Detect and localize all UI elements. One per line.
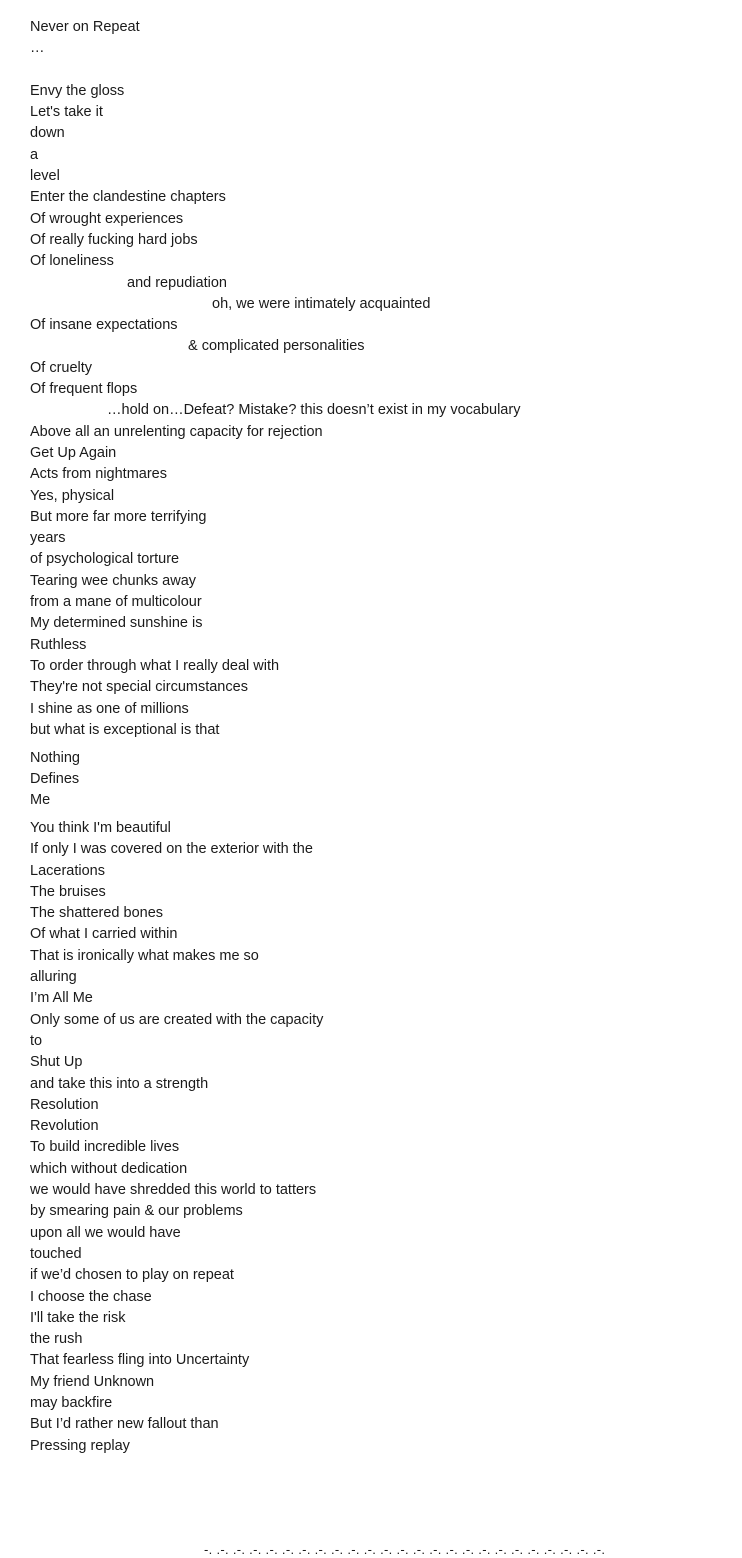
poem-line-indented: and repudiation <box>127 274 227 291</box>
poem-line: Envy the gloss <box>30 82 125 99</box>
poem-line: Lacerations <box>30 862 105 879</box>
poem-line: which without dedication <box>30 1160 188 1177</box>
poem-line: The shattered bones <box>30 905 164 922</box>
poem-line-indented: oh, we were intimately acquainted <box>212 295 431 312</box>
poem-line: Of wrought experiences <box>30 210 184 227</box>
poem-line: Me <box>30 792 51 809</box>
poem-line: I’m All Me <box>30 990 93 1007</box>
poem-line: by smearing pain & our problems <box>30 1203 243 1220</box>
poem-subtitle: … <box>30 40 45 57</box>
poem-line: You think I'm beautiful <box>30 819 171 836</box>
poem-line: But more far more terrifying <box>30 508 207 525</box>
poem-line: we would have shredded this world to tatters <box>30 1182 317 1199</box>
poem-line: from a mane of multicolour <box>30 594 202 611</box>
poem-line: down <box>30 125 65 142</box>
poem-line: I shine as one of millions <box>30 700 189 717</box>
poem-line: Of cruelty <box>30 359 93 376</box>
poem-line: may backfire <box>30 1395 113 1411</box>
footer-dashes: -. .-. .-. .-. .-. .-. .-. .-. .-. .-. .-. .-. .-. .-. .-. .-. .-. .-. .-. .-. .-. .-. .-. .-. .-. <box>204 1542 606 1557</box>
poem-line: Yes, physical <box>30 487 115 504</box>
poem-line: to <box>30 1032 43 1049</box>
poem-line: Only some of us are created with the capacity <box>30 1011 324 1028</box>
poem-line: touched <box>30 1245 82 1262</box>
poem-line: the rush <box>30 1331 83 1348</box>
poem-line: Of what I carried within <box>30 926 178 943</box>
poem-line: My determined sunshine is <box>30 615 203 632</box>
poem-line: upon all we would have <box>30 1224 181 1241</box>
poem-line: but what is exceptional is that <box>30 721 220 738</box>
poem-line: Tearing wee chunks away <box>30 572 197 589</box>
poem-line: If only I was covered on the exterior with the <box>30 841 313 858</box>
poem-line: Of really fucking hard jobs <box>30 231 198 248</box>
poem-title: Never on Repeat <box>30 19 140 35</box>
poem-line: Nothing <box>30 749 80 766</box>
poem-line: Revolution <box>30 1118 99 1135</box>
poem-line: Pressing replay <box>30 1437 130 1454</box>
poem <box>30 17 730 1457</box>
poem-line: Shut Up <box>30 1054 83 1071</box>
poem-line: Defines <box>30 770 80 787</box>
poem-line: of psychological torture <box>30 551 180 568</box>
poem-line: Ruthless <box>30 636 87 653</box>
poem-line-indented: & complicated personalities <box>188 338 365 355</box>
poem-line: Above all an unrelenting capacity for rejection <box>30 423 323 440</box>
poem-line: That is ironically what makes me so <box>30 947 259 964</box>
poem-line-indented: …hold on…Defeat? Mistake? this doesn’t exist in my vocabulary <box>107 402 521 419</box>
poem-line: To build incredible lives <box>30 1139 180 1156</box>
poem-line: Of loneliness <box>30 253 114 270</box>
poem-line: Of insane expectations <box>30 317 178 334</box>
poem-line: My friend Unknown <box>30 1373 155 1390</box>
poem-line: Enter the clandestine chapters <box>30 189 226 206</box>
poem-line: Let's take it <box>30 104 103 121</box>
poem-line: That fearless fling into Uncertainty <box>30 1352 250 1369</box>
poem-line: I'll take the risk <box>30 1309 126 1326</box>
poem-line: years <box>30 530 66 547</box>
poem-line: But I’d rather new fallout than <box>30 1416 219 1433</box>
poem-line: Of frequent flops <box>30 381 138 398</box>
poem-line: a <box>30 146 39 163</box>
poem-line: Get Up Again <box>30 444 117 461</box>
poem-line: if we’d chosen to play on repeat <box>30 1267 234 1284</box>
poem-line: and take this into a strength <box>30 1075 209 1092</box>
poem-line: Acts from nightmares <box>30 466 167 483</box>
poem-line: alluring <box>30 969 77 986</box>
stanza-gap <box>30 60 730 81</box>
poem-line: I choose the chase <box>30 1288 152 1305</box>
poem-line: To order through what I really deal with <box>30 657 280 674</box>
poem-line: level <box>30 168 60 185</box>
poem-line: They're not special circumstances <box>30 679 248 696</box>
poem-line: The bruises <box>30 883 106 900</box>
poem-line: Resolution <box>30 1096 99 1113</box>
